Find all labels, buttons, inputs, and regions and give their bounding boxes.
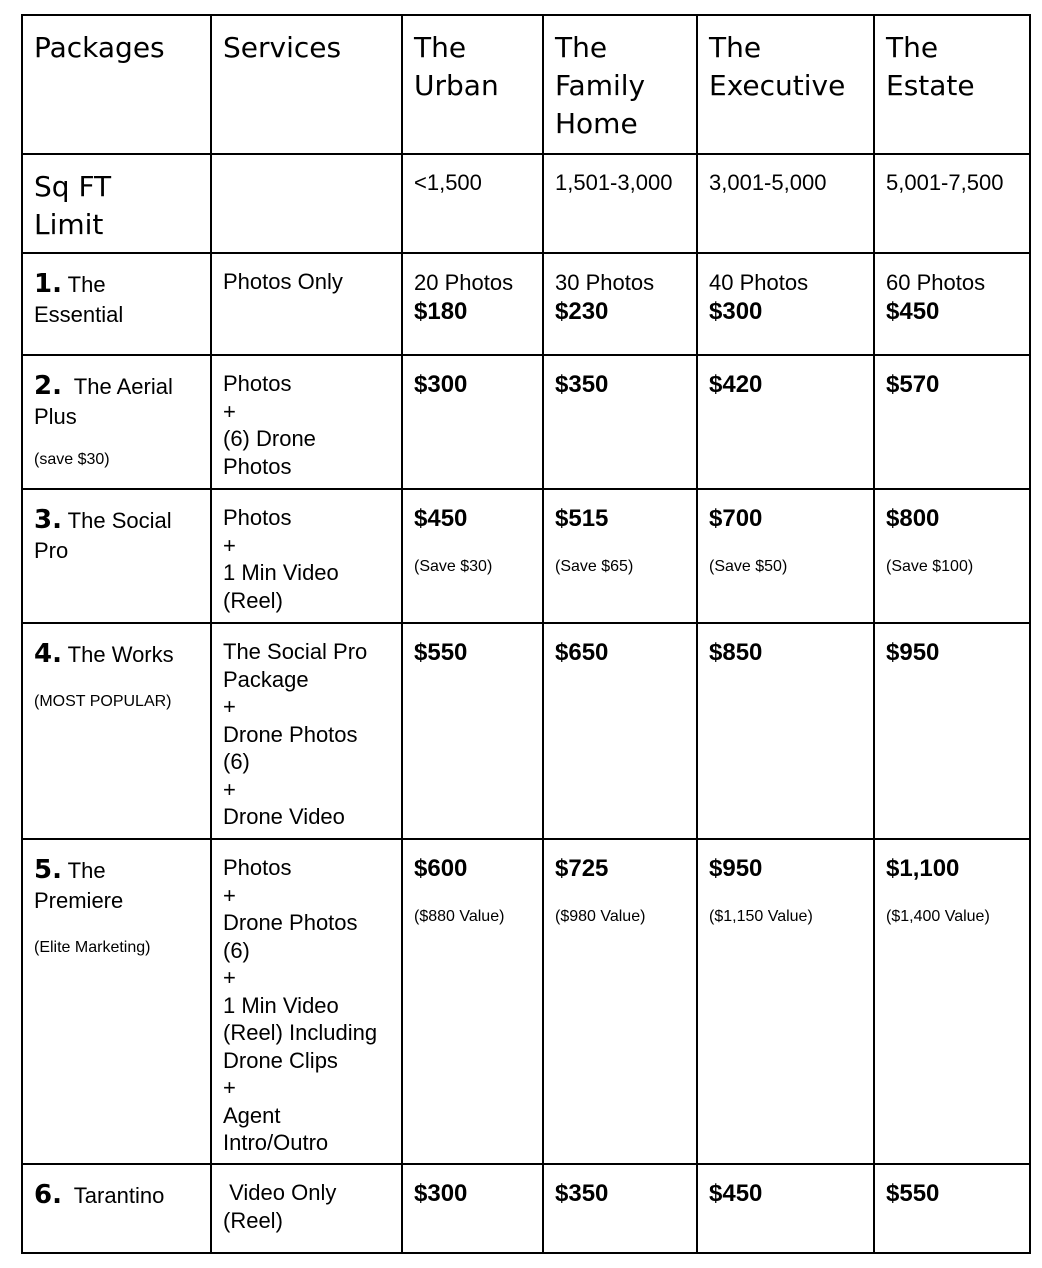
- service-line: The Social Pro: [223, 639, 368, 664]
- price-cell-family-home: [543, 355, 697, 489]
- service-line: (6) Drone: [223, 426, 316, 451]
- price-cell-executive: [697, 1164, 874, 1253]
- tier-line: Executive: [709, 69, 846, 102]
- service-line: Drone Photos: [223, 910, 358, 935]
- sqft-label-line: Sq FT: [34, 170, 112, 203]
- savings-note: (Save $50): [709, 558, 788, 575]
- photo-count: 60 Photos: [886, 270, 986, 295]
- price: $350: [555, 371, 609, 398]
- package-name-cell: [22, 489, 211, 623]
- package-number: 2.: [34, 371, 62, 401]
- package-name-cell: [22, 355, 211, 489]
- package-number: 3.: [34, 505, 62, 535]
- price: $420: [709, 371, 763, 398]
- tier-line: The: [709, 31, 762, 64]
- services-cell: [211, 489, 402, 623]
- price: $1,100: [886, 855, 960, 882]
- package-number: 1.: [34, 269, 62, 299]
- price: $300: [414, 1180, 468, 1207]
- service-line: +: [223, 398, 236, 424]
- price-cell-family-home: [543, 489, 697, 623]
- header-tier-family-home: [543, 15, 697, 154]
- package-name-line: The: [61, 272, 106, 297]
- price-cell-estate: [874, 253, 1030, 355]
- price: $950: [709, 855, 763, 882]
- package-name: [34, 624, 202, 670]
- price-cell-executive: [697, 253, 874, 355]
- price: $725: [555, 855, 609, 882]
- price: $800: [886, 505, 940, 532]
- value-note: ($1,400 Value): [886, 908, 990, 925]
- photo-count: 30 Photos: [555, 270, 655, 295]
- header-tier-executive: [697, 15, 874, 154]
- package-name-line: Pro: [34, 538, 69, 563]
- photo-count: 20 Photos: [414, 270, 514, 295]
- package-name-line: Premiere: [34, 888, 124, 913]
- header-services: Services: [211, 15, 402, 154]
- value-note: ($980 Value): [555, 908, 646, 925]
- price: $570: [886, 371, 940, 398]
- price: $950: [886, 639, 940, 666]
- tier-line: The: [555, 31, 608, 64]
- package-name: [34, 840, 202, 916]
- price: $600: [414, 855, 468, 882]
- price-cell-estate: [874, 355, 1030, 489]
- service-line: Video Only: [223, 1180, 337, 1205]
- service-line: Photos: [223, 371, 292, 396]
- service-line: +: [223, 965, 236, 990]
- package-note: (MOST POPULAR): [34, 693, 172, 710]
- price: $450: [886, 298, 940, 325]
- service-line: (6): [223, 937, 250, 963]
- service-line: (Reel) Including: [223, 1020, 378, 1045]
- package-name: [34, 490, 202, 566]
- package-name-line: Essential: [34, 302, 124, 327]
- service-line: +: [223, 532, 236, 558]
- price-cell-estate: [874, 489, 1030, 623]
- price: $515: [555, 505, 609, 532]
- service-line: 1 Min Video: [223, 560, 339, 585]
- header-tier-estate: [874, 15, 1030, 154]
- price-cell-estate: [874, 623, 1030, 839]
- package-name-line: The Aerial: [61, 374, 173, 399]
- photo-count: 40 Photos: [709, 270, 809, 295]
- price-cell-urban: [402, 253, 543, 355]
- price: $350: [555, 1180, 609, 1207]
- package-name: [34, 254, 202, 330]
- package-name-line: The Works: [61, 642, 174, 667]
- tier-line: Urban: [414, 69, 499, 102]
- price: $450: [414, 505, 468, 532]
- sqft-limit-urban: <1,500: [402, 154, 543, 253]
- sqft-services-empty: [211, 154, 402, 253]
- sqft-limit-family-home: 1,501-3,000: [543, 154, 697, 253]
- sqft-limit-estate: 5,001-7,500: [874, 154, 1030, 253]
- services-cell: [211, 623, 402, 839]
- package-name-cell: [22, 1164, 211, 1253]
- price-cell-urban: [402, 839, 543, 1164]
- savings-note: (Save $30): [414, 558, 493, 575]
- price-cell-estate: [874, 839, 1030, 1164]
- package-row-social-pro: [22, 489, 1030, 623]
- header-row: [22, 15, 1030, 154]
- service-line: +: [223, 882, 236, 908]
- service-line: Photos: [223, 505, 292, 530]
- service-line: +: [223, 694, 236, 719]
- package-name-line: The: [61, 858, 106, 883]
- service-line: Photos Only: [223, 269, 343, 294]
- price-cell-executive: [697, 839, 874, 1164]
- services-cell: [211, 839, 402, 1164]
- price-cell-urban: [402, 489, 543, 623]
- tier-line: Home: [555, 107, 638, 140]
- price-cell-family-home: [543, 253, 697, 355]
- package-name: [34, 356, 202, 432]
- sqft-limit-executive: 3,001-5,000: [697, 154, 874, 253]
- tier-line: The: [414, 31, 467, 64]
- price: $230: [555, 298, 609, 325]
- service-line: Intro/Outro: [223, 1130, 329, 1155]
- service-line: Agent: [223, 1102, 281, 1128]
- price-cell-executive: [697, 623, 874, 839]
- package-row-essential: [22, 253, 1030, 355]
- package-name-line: The Social: [61, 508, 172, 533]
- price-cell-family-home: [543, 839, 697, 1164]
- price: $300: [709, 298, 763, 325]
- service-line: (6): [223, 749, 250, 774]
- savings-note: (Save $65): [555, 558, 634, 575]
- price-cell-urban: [402, 355, 543, 489]
- package-note: (save $30): [34, 451, 110, 468]
- price: $850: [709, 639, 763, 666]
- package-row-premiere: [22, 839, 1030, 1164]
- sqft-row: [22, 154, 1030, 253]
- price: $650: [555, 639, 609, 666]
- package-row-tarantino: [22, 1164, 1030, 1253]
- price-cell-urban: [402, 1164, 543, 1253]
- price: $550: [414, 639, 468, 666]
- service-line: +: [223, 1075, 236, 1100]
- package-name-cell: [22, 253, 211, 355]
- price-cell-family-home: [543, 1164, 697, 1253]
- package-number: 6.: [34, 1180, 62, 1210]
- savings-note: (Save $100): [886, 558, 974, 575]
- price-cell-executive: [697, 355, 874, 489]
- service-line: Drone Clips: [223, 1047, 338, 1073]
- service-line: Drone Photos: [223, 721, 358, 747]
- tier-line: Estate: [886, 69, 975, 102]
- price: $300: [414, 371, 468, 398]
- tier-line: Family: [555, 69, 646, 102]
- services-cell: [211, 253, 402, 355]
- value-note: ($1,150 Value): [709, 908, 813, 925]
- price: $180: [414, 298, 468, 325]
- service-line: Package: [223, 666, 309, 692]
- header-tier-urban: [402, 15, 543, 154]
- price: $450: [709, 1180, 763, 1207]
- service-line: +: [223, 776, 236, 802]
- services-cell: [211, 1164, 402, 1253]
- price-cell-urban: [402, 623, 543, 839]
- price: $700: [709, 505, 763, 532]
- package-row-the-works: [22, 623, 1030, 839]
- price: $550: [886, 1180, 940, 1207]
- pricing-table: [21, 14, 1031, 1254]
- service-line: Photos: [223, 855, 292, 880]
- package-number: 5.: [34, 855, 62, 885]
- sqft-label-line: Limit: [34, 208, 104, 241]
- service-line: (Reel): [223, 1207, 283, 1233]
- price-cell-family-home: [543, 623, 697, 839]
- package-name-cell: [22, 839, 211, 1164]
- service-line: (Reel): [223, 587, 283, 613]
- services-cell: [211, 355, 402, 489]
- package-name-line: Plus: [34, 404, 77, 429]
- service-line: 1 Min Video: [223, 992, 339, 1018]
- package-note: (Elite Marketing): [34, 939, 151, 956]
- service-line: Drone Video: [223, 804, 345, 829]
- header-packages: Packages: [22, 15, 211, 154]
- package-name: [34, 1165, 202, 1211]
- value-note: ($880 Value): [414, 908, 505, 925]
- package-name-cell: [22, 623, 211, 839]
- sqft-label: [22, 154, 211, 253]
- service-line: Photos: [223, 453, 292, 479]
- tier-line: The: [886, 31, 939, 64]
- price-cell-executive: [697, 489, 874, 623]
- price-cell-estate: [874, 1164, 1030, 1253]
- package-number: 4.: [34, 639, 62, 669]
- package-row-aerial-plus: [22, 355, 1030, 489]
- package-name-line: Tarantino: [61, 1183, 165, 1208]
